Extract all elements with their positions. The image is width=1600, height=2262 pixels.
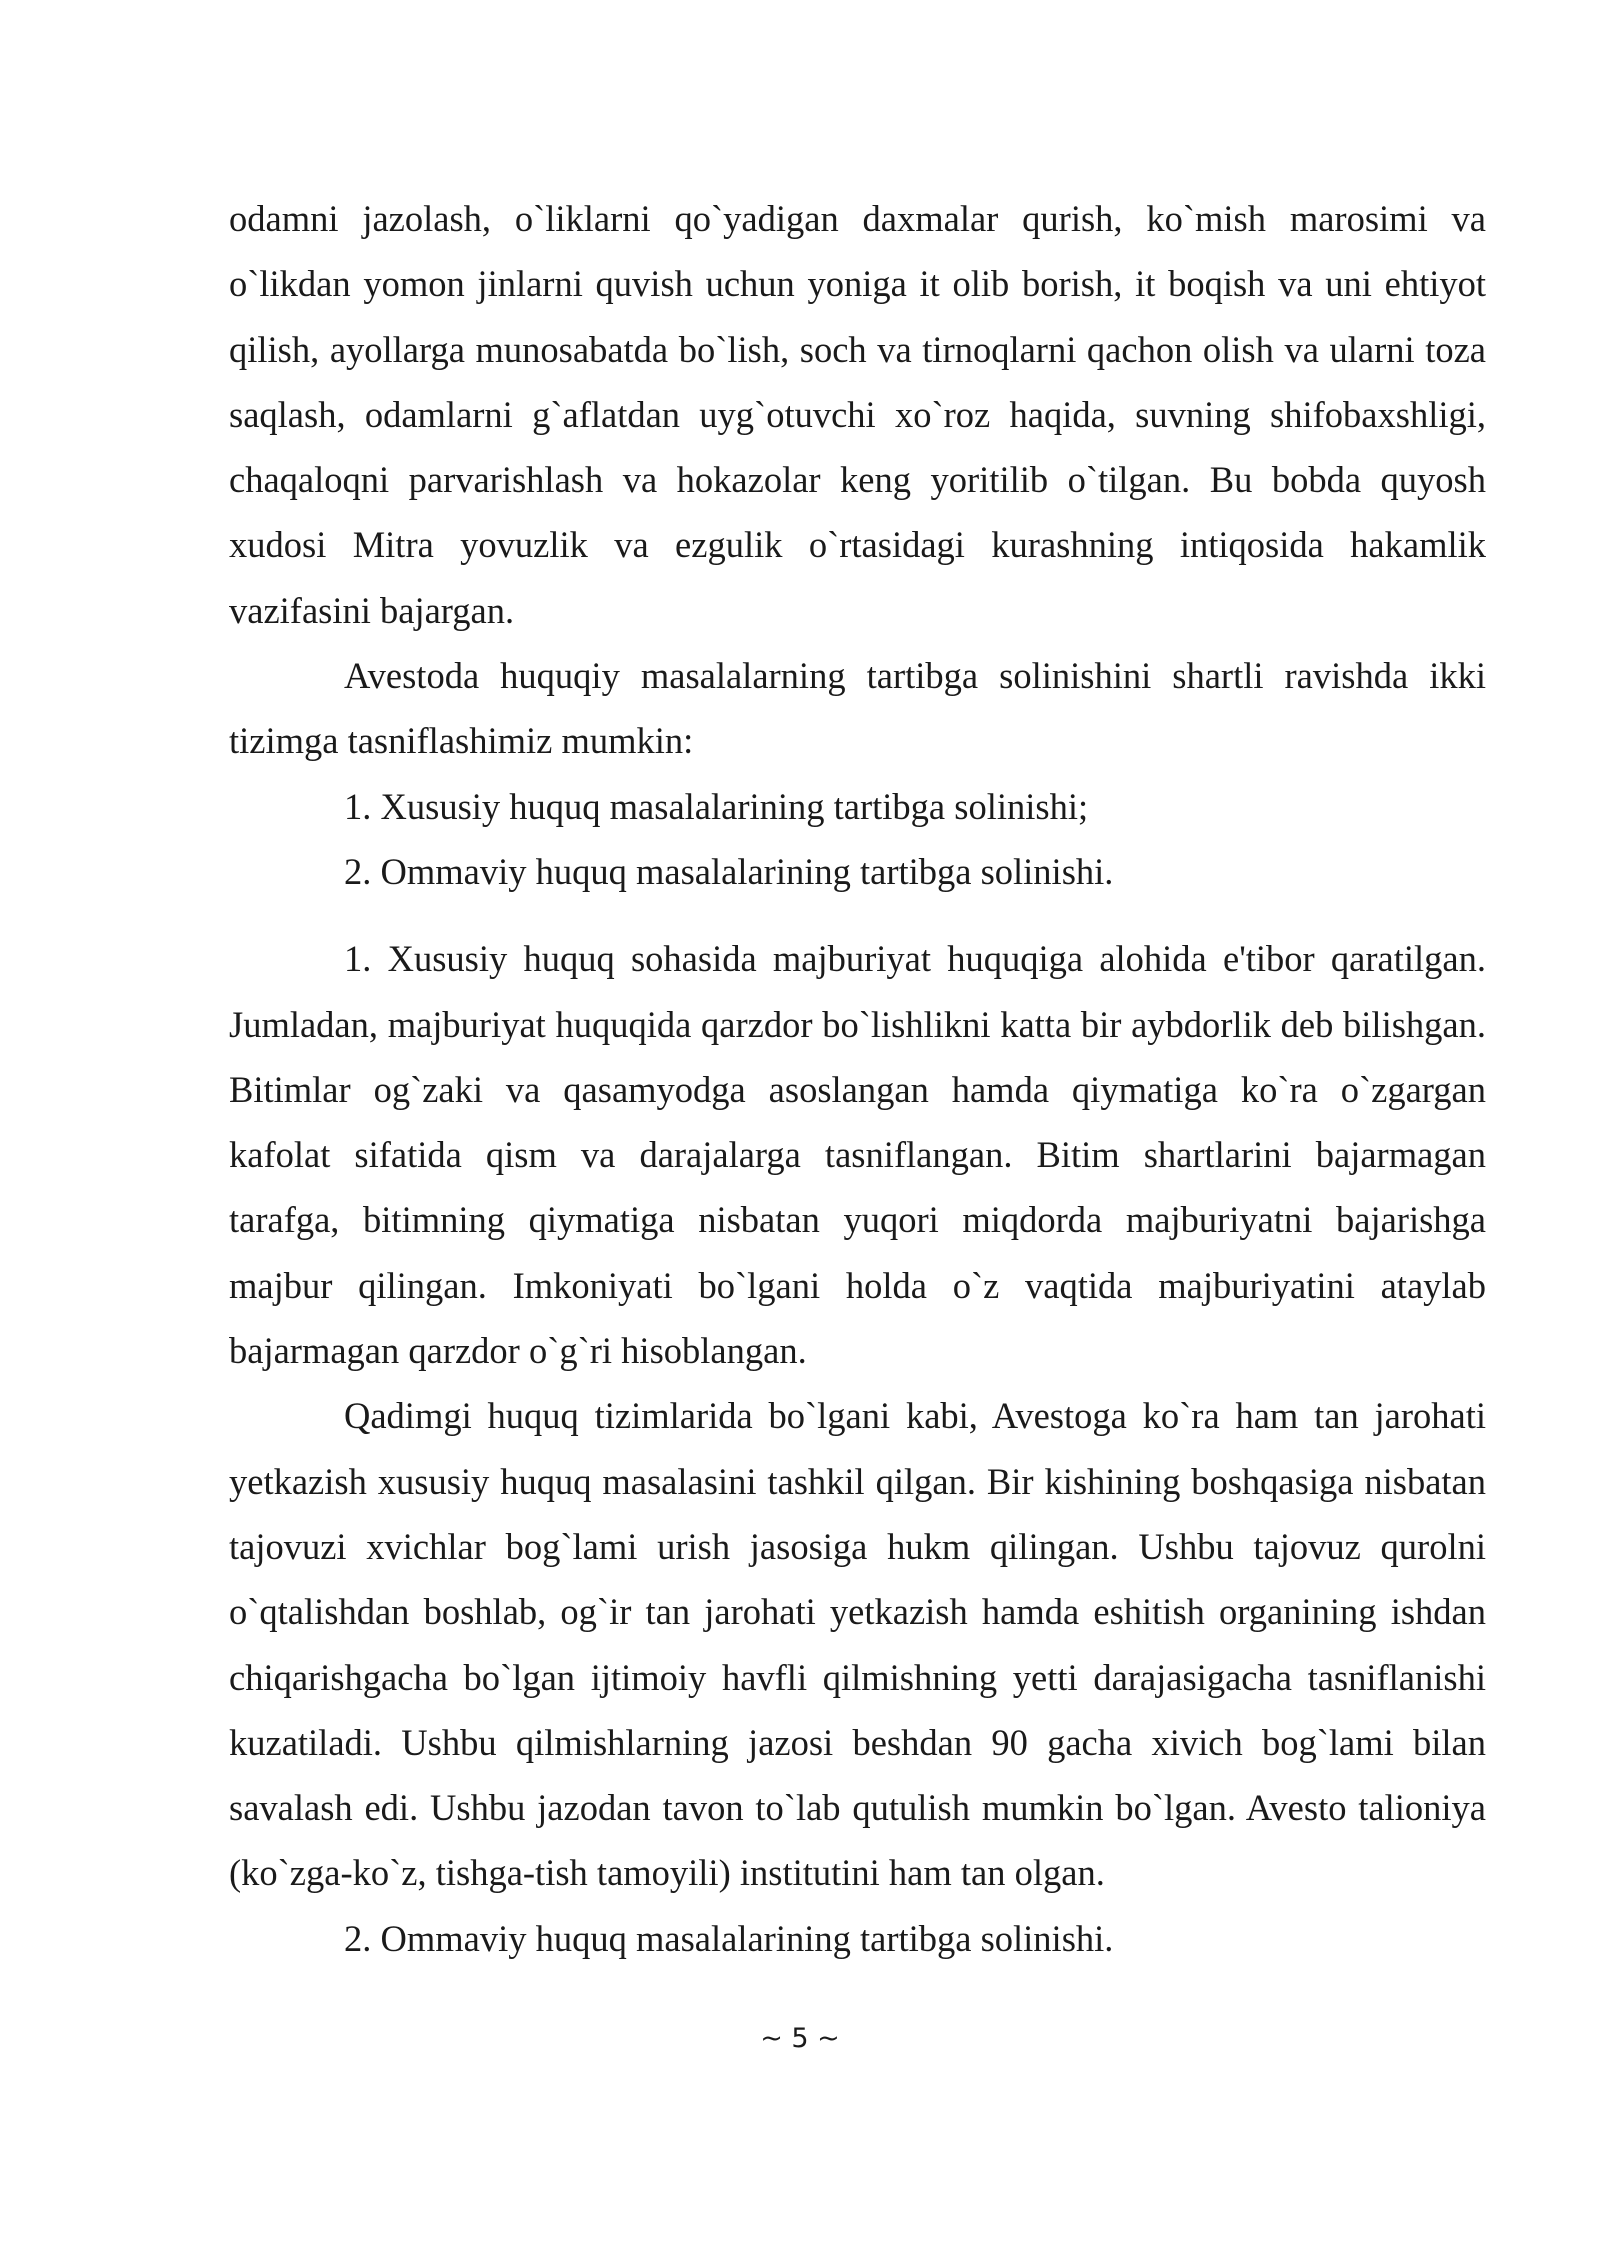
paragraph-continuation: odamni jazolash, o`liklarni qo`yadigan daxmalar qurish, ko`mish marosimi va o`likdan yomon jinlarni quvish uchun yoniga it olib borish, it boqish va uni ehtiyot qilish, ayollarga munosabatda bo`lish, soch va tirnoqlarni qachon olish va ularni toza saqlash, odamlarni g`aflatdan uyg`otuvchi xo`roz haqida, suvning shifobaxshligi, chaqaloqni parvarishlash va hokazolar keng yoritilib o`tilgan. Bu bobda quyosh xudosi Mitra yovuzlik va ezgulik o`rtasidagi kurashning intiqosida hakamlik vazifasini bajargan. (229, 198, 1486, 631)
list-item-private-law: 1. Xususiy huquq masalalarining tartibga solinishi; (344, 785, 1089, 827)
paragraph-bodily-injury: Qadimgi huquq tizimlarida bo`lgani kabi, Avestoga ko`ra ham tan jarohati yetkazish xususiy huquq masalasini tashkil qilgan. Bir kishining boshqasiga nisbatan tajovuzi xvichlar bog`lami urish jasosiga hukm qilingan. Ushbu tajovuz qurolni o`qtalishdan boshlab, og`ir tan jarohati yetkazish hamda eshitish organining ishdan chiqarishgacha bo`lgan ijtimoiy havfli qilmishning yetti darajasigacha tasniflanishi kuzatiladi. Ushbu qilmishlarning jazosi beshdan 90 gacha xivich bog`lami bilan savalash edi. Ushbu jazodan tavon to`lab qutulish mumkin bo`lgan. Avesto talioniya (ko`zga-ko`z, tishga-tish tamoyili) institutini ham tan olgan. (229, 1395, 1486, 1894)
paragraph-classification-intro: Avestoda huquqiy masalalarning tartibga solinishini shartli ravishda ikki tizimga tasniflashimiz mumkin: (229, 655, 1486, 762)
paragraph-private-law: 1. Xususiy huquq sohasida majburiyat huquqiga alohida e'tibor qaratilgan. Jumladan, majburiyat huquqida qarzdor bo`lishlikni katta bir aybdorlik deb bilishgan. Bitimlar og`zaki va qasamyodga asoslangan hamda qiymatiga ko`ra o`zgargan kafolat sifatida qism va darajalarga tasniflangan. Bitim shartlarini bajarmagan tarafga, bitimning qiymatiga nisbatan yuqori miqdorda majburiyatni bajarishga majbur qilingan. Imkoniyati bo`lgani holda o`z vaqtida majburiyatini ataylab bajarmagan qarzdor o`g`ri hisoblangan. (229, 938, 1486, 1372)
list-item-public-law: 2. Ommaviy huquq masalalarining tartibga solinishi. (344, 850, 1114, 892)
section-heading-public-law: 2. Ommaviy huquq masalalarining tartibga solinishi. (344, 1917, 1114, 1959)
document-page (229, 186, 1486, 1971)
page-number: ~ 5 ~ (760, 2023, 840, 2054)
